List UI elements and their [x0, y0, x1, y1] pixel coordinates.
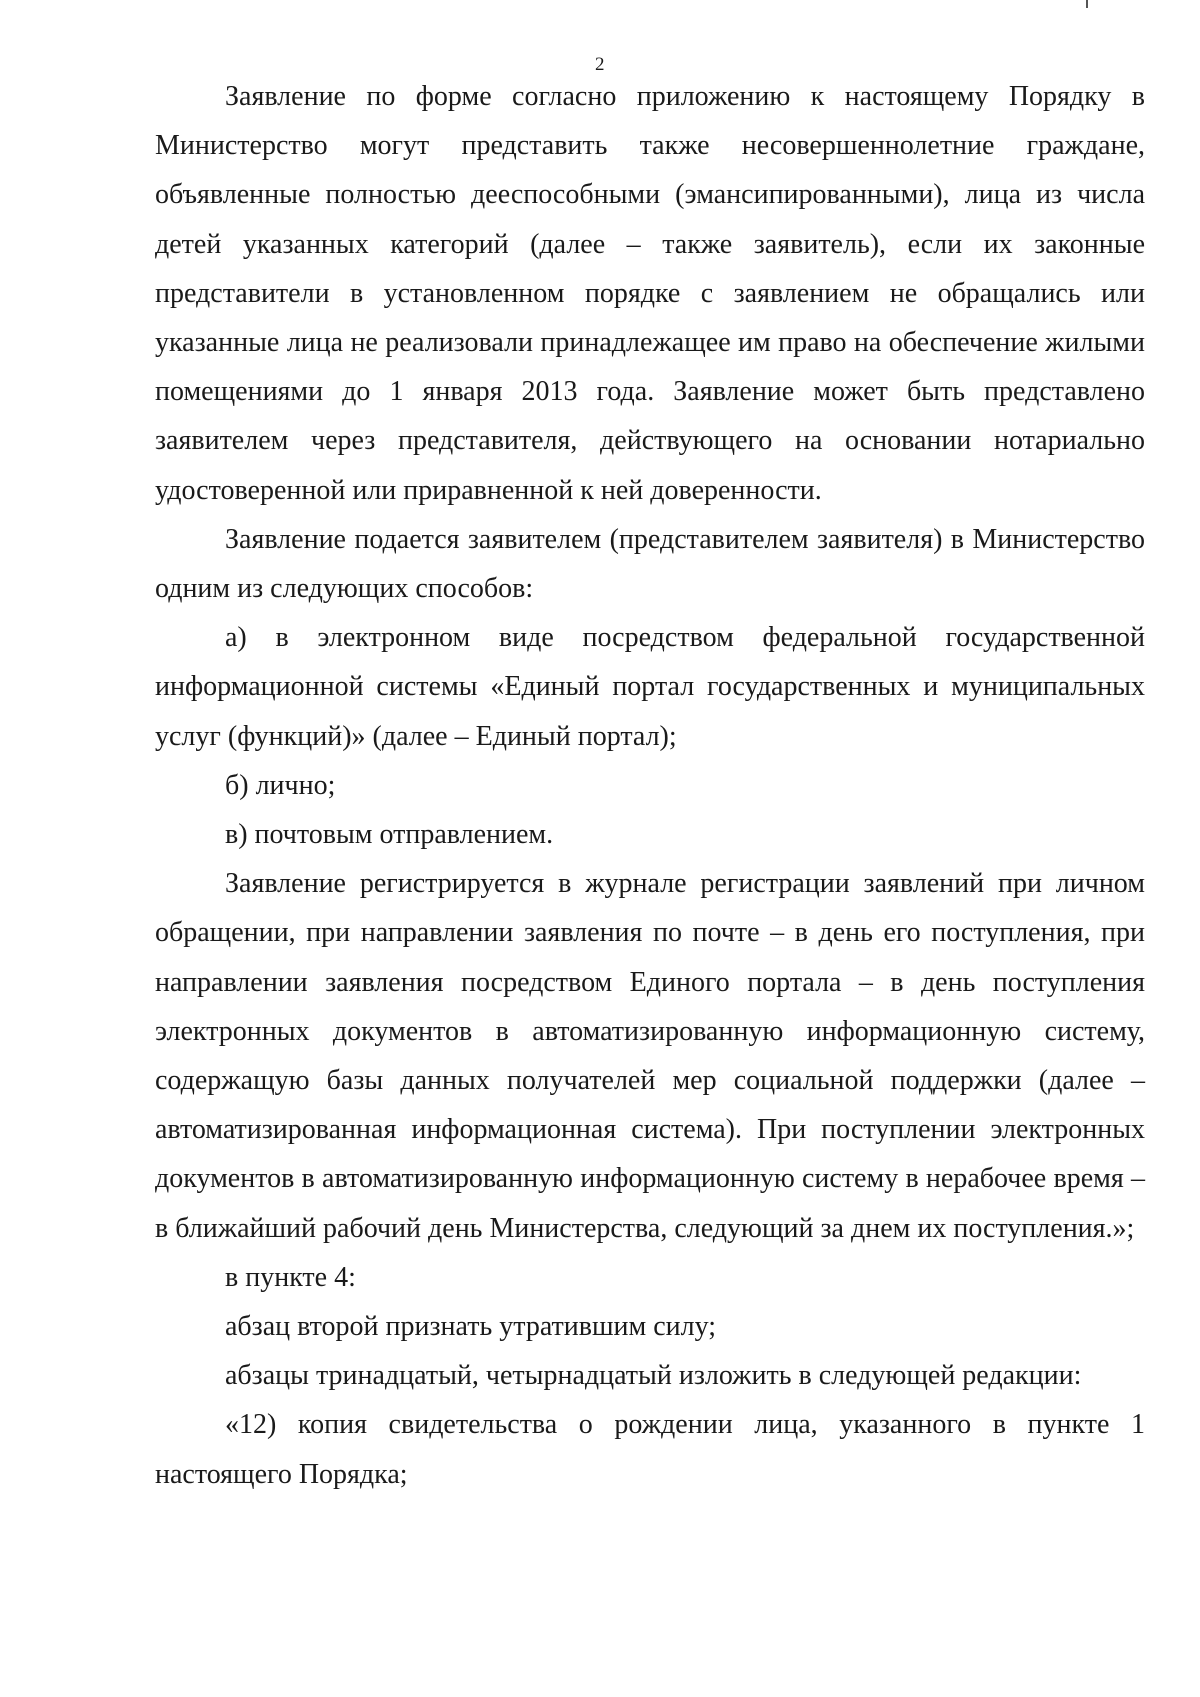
paragraph-application-form: Заявление по форме согласно приложению к настоящему Порядку в Министерство могут представить также несовершеннолетние граждане, объявленные полностью дееспособными (эмансипированными), лица из числа детей указанных категорий (далее – также заявитель), если их законные представители в установленном порядке с заявлением не обращались или указанные лица не реализовали принадлежащее им право на обеспечение жилыми помещениями до 1 января 2013 года. Заявление может быть представлено заявителем через представителя, действующего на основании нотариально удостоверенной или приравненной к ней доверенности.: [155, 81, 1145, 506]
paragraph-new-edition: абзацы тринадцатый, четырнадцатый изложить в следующей редакции:: [225, 1360, 1082, 1392]
document-body: [155, 72, 1145, 1499]
paragraph-submission-methods: Заявление подается заявителем (представителем заявителя) в Министерство одним из следующих способов:: [155, 523, 1145, 605]
paragraph-paragraph-two-void: абзац второй признать утратившим силу;: [225, 1311, 717, 1343]
paragraph-registration: Заявление регистрируется в журнале регистрации заявлений при личном обращении, при направлении заявления по почте – в день его поступления, при направлении заявления посредством Единого портала – в день поступления электронных документов в автоматизированную информационную систему, содержащую базы данных получателей мер социальной поддержки (далее – автоматизированная информационная система). При поступлении электронных документов в автоматизированную информационную систему в нерабочее время – в ближайший рабочий день Министерства, следующий за днем их поступления.»;: [155, 868, 1145, 1244]
paragraph-clause-4: в пункте 4:: [225, 1261, 356, 1293]
list-item-in-person: б) лично;: [225, 769, 336, 801]
list-item-postal: в) почтовым отправлением.: [225, 819, 554, 851]
scan-corner-mark: [1086, 0, 1088, 8]
list-item-electronic: а) в электронном виде посредством федеральной государственной информационной системы «Единый портал государственных и муниципальных услуг (функций)» (далее – Единый портал);: [155, 622, 1145, 752]
page-number: 2: [595, 54, 605, 75]
paragraph-item-12: «12) копия свидетельства о рождении лица, указанного в пункте 1 настоящего Порядка;: [155, 1409, 1145, 1490]
